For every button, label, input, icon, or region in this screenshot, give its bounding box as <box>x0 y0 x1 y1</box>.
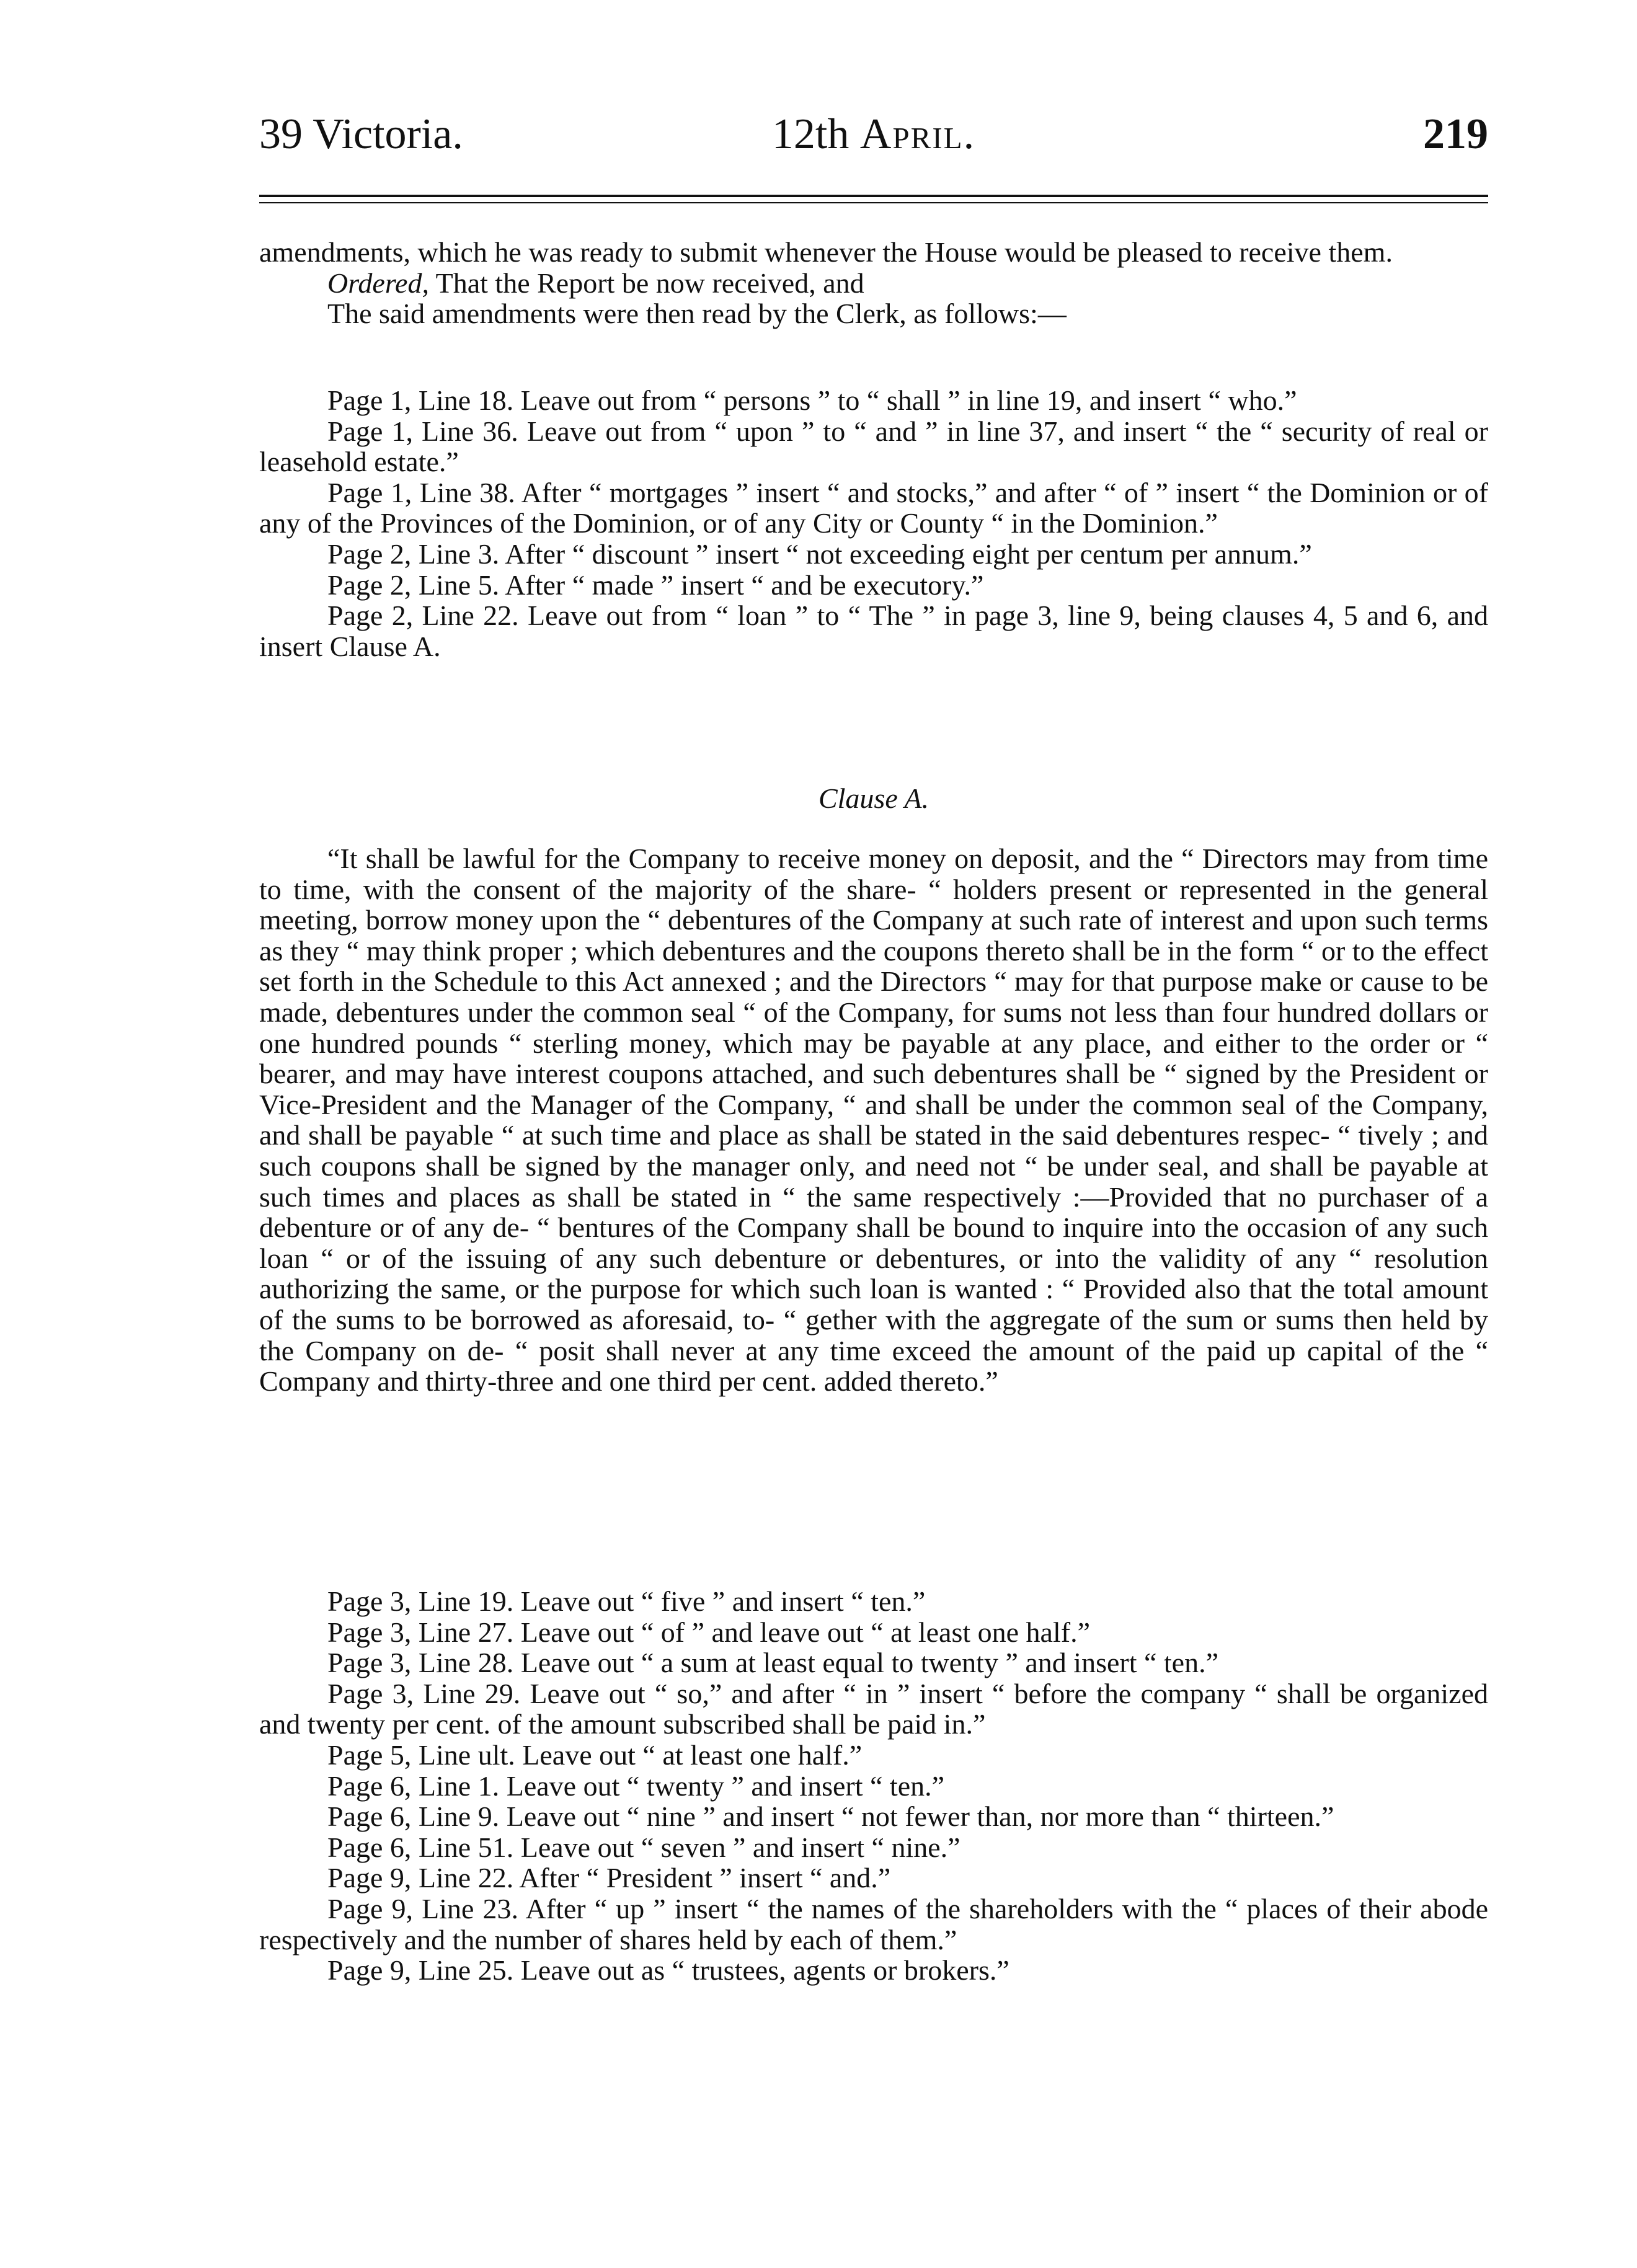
amendment-entry <box>259 600 1488 662</box>
header-rule-thin <box>259 202 1488 203</box>
header-day: 12th <box>771 110 850 158</box>
amendment-text: Leave out “ a sum at least equal to twenty ” and insert “ ten.” <box>520 1647 1219 1679</box>
amendment-entry <box>259 1863 1488 1894</box>
amendment-ref: Page 6, Line 9. <box>327 1801 500 1833</box>
amendment-text: After “ discount ” insert “ not exceeding eight per centum per annum.” <box>505 538 1312 570</box>
amendment-ref: Page 2, Line 22. <box>327 600 519 632</box>
page-number: 219 <box>1423 110 1488 158</box>
amendment-ref: Page 3, Line 27. <box>327 1616 514 1648</box>
clause-a-block <box>259 843 1488 1397</box>
amendment-text: After “ President ” insert “ and.” <box>519 1862 891 1894</box>
header-rule <box>259 195 1488 197</box>
ordered-label: Ordered, <box>327 267 429 299</box>
amendment-entry <box>259 570 1488 601</box>
amendment-text: Leave out “ nine ” and insert “ not fewer than, nor more than “ thirteen.” <box>506 1801 1334 1833</box>
amendment-entry <box>259 1955 1488 1986</box>
amendments-list-2 <box>259 1586 1488 1986</box>
amendment-ref: Page 9, Line 22. <box>327 1862 514 1894</box>
amendment-entry <box>259 1617 1488 1648</box>
amendment-text: After “ mortgages ” insert “ and stocks,” and after “ of ” insert “ the Dominion or of any of the Provinces of the Dominion, or of any City or County “ in the Dominion.” <box>259 476 1489 539</box>
amendment-text: Leave out “ at least one half.” <box>522 1739 863 1771</box>
amendment-text: Leave out “ of ” and leave out “ at least one half.” <box>520 1616 1090 1648</box>
amendment-ref: Page 9, Line 25. <box>327 1954 514 1987</box>
page-header <box>259 107 1488 175</box>
amendment-text: Leave out from “ loan ” to “ The ” in page 3, line 9, being clauses 4, 5 and 6, and insert Clause A. <box>259 600 1489 662</box>
amendment-entry <box>259 385 1488 416</box>
amendment-text: Leave out “ seven ” and insert “ nine.” <box>520 1831 960 1863</box>
amendment-entry <box>259 1771 1488 1802</box>
amendment-text: After “ up ” insert “ the names of the shareholders with the “ places of their abode respectively and the number of shares held by each of them.” <box>259 1892 1489 1956</box>
amendment-ref: Page 3, Line 28. <box>327 1647 514 1679</box>
amendment-entry <box>259 539 1488 570</box>
header-month: April. <box>859 110 976 158</box>
amendment-ref: Page 2, Line 5. <box>327 569 500 601</box>
amendment-ref: Page 2, Line 3. <box>327 538 500 570</box>
amendments-list-1 <box>259 385 1488 662</box>
intro-line: amendments, which he was ready to submit whenever the House would be pleased to receive them. <box>259 236 1393 268</box>
amendment-text: Leave out “ twenty ” and insert “ ten.” <box>506 1770 945 1802</box>
header-session: 39 Victoria. <box>259 110 463 158</box>
amendment-entry <box>259 1832 1488 1863</box>
amendment-text: Leave out “ five ” and insert “ ten.” <box>520 1585 926 1617</box>
amendment-ref: Page 9, Line 23. <box>327 1892 518 1925</box>
amendment-entry <box>259 1678 1488 1740</box>
amendment-ref: Page 3, Line 19. <box>327 1585 514 1617</box>
amendment-entry <box>259 477 1488 539</box>
amendment-entry <box>259 1586 1488 1617</box>
amendment-text: Leave out “ so,” and after “ in ” insert “ before the company “ shall be organized and twenty per cent. of the amount subscribed shall be paid in.” <box>259 1677 1488 1740</box>
amendment-ref: Page 6, Line 1. <box>327 1770 500 1802</box>
ordered-text: That the Report be now received, and <box>428 267 864 299</box>
amendment-entry <box>259 1740 1488 1771</box>
amendment-ref: Page 3, Line 29. <box>327 1677 521 1709</box>
amendment-entry <box>259 1894 1488 1955</box>
header-date <box>259 107 1488 162</box>
amendment-text: Leave out from “ upon ” to “ and ” in line 37, and insert “ the “ security of real or leasehold estate.” <box>259 415 1488 478</box>
amendment-ref: Page 6, Line 51. <box>327 1831 514 1863</box>
amendment-ref: Page 1, Line 38. <box>327 476 515 508</box>
clause-a-text: “It shall be lawful for the Company to receive money on deposit, and the “ Directors may from time to time, with the consent of the majority of the share- “ holders present or represented in the general meeting, borrow money upon the “ debentures of the Company at such rate of interest and upon such terms as they “ may think proper ; which debentures and the coupons thereto shall be in the form “ or to the effect set forth in the Schedule to this Act annexed ; and the Directors “ may for that purpose make or cause to be made, debentures under the common seal “ of the Company, for sums not less than four hundred dollars or one hundred pounds “ sterling money, which may be payable at any place, and either to the order or “ bearer, and may have interest coupons attached, and such debentures shall be “ signed by the President or Vice-President and the Manager of the Company, “ and shall be under the common seal of the Company, and shall be payable “ at such time and place as shall be stated in the said debentures respec- “ tively ; and such coupons shall be signed by the manager only, and need not “ be under seal, and shall be payable at such times and places as shall be stated in “ the same respectively :—Provided that no purchaser of a debenture or of any de- “ bentures of the Company shall be bound to inquire into the occasion of any such loan “ or of the issuing of any such debenture or debentures, or into the validity of any “ resolution authorizing the same, or the purpose for which such loan is wanted : “ Provided also that the total amount of the sums to be borrowed as aforesaid, to- “ gether with the aggregate of the sum or sums then held by the Company on de- “ posit shall never at any time exceed the amount of the paid up capital of the “ Company and thirty-three and one third per cent. added thereto.” <box>259 843 1488 1398</box>
amendment-text: Leave out from “ persons ” to “ shall ” in line 19, and insert “ who.” <box>520 384 1297 416</box>
amendment-ref: Page 1, Line 18. <box>327 384 514 416</box>
intro-block <box>259 237 1488 329</box>
amendment-text: Leave out as “ trustees, agents or brokers.” <box>520 1954 1009 1987</box>
amendment-ref: Page 5, Line ult. <box>327 1739 515 1771</box>
said-line: The said amendments were then read by the Clerk, as follows:— <box>327 298 1067 330</box>
amendment-entry <box>259 1801 1488 1832</box>
amendment-entry <box>259 1647 1488 1678</box>
ordered-line <box>259 268 1488 299</box>
amendment-ref: Page 1, Line 36. <box>327 415 518 447</box>
amendment-entry <box>259 416 1488 477</box>
clause-heading: Clause A. <box>818 782 929 814</box>
amendment-text: After “ made ” insert “ and be executory.” <box>505 569 984 601</box>
